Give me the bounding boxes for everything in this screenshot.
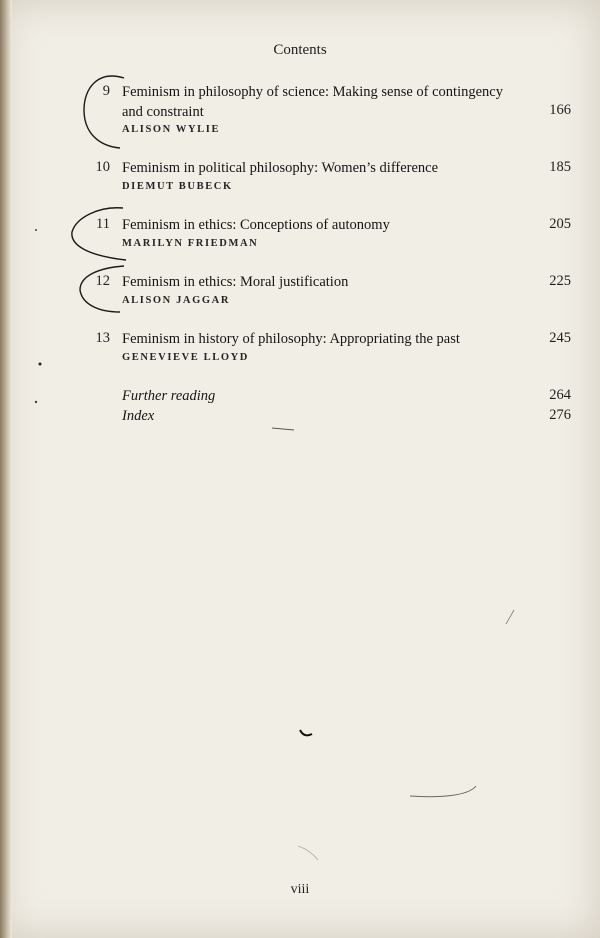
ink-dot <box>35 229 37 231</box>
page-number: 264 <box>549 387 571 403</box>
pen-bracket-mark <box>80 266 124 312</box>
pen-bracket-mark <box>72 208 126 260</box>
page-title: Contents <box>273 42 327 58</box>
pen-stray-mark <box>410 786 476 797</box>
page-number: 276 <box>549 407 571 423</box>
chapter-title: Feminism in history of philosophy: Appropriating the past <box>122 331 460 347</box>
page-folio: viii <box>290 882 310 897</box>
chapter-author: ALISON WYLIE <box>122 124 221 135</box>
chapter-title: Feminism in ethics: Moral justification <box>122 274 349 290</box>
pen-bracket-mark <box>84 76 124 148</box>
pen-stray-mark <box>272 428 294 430</box>
page-number: 245 <box>549 330 571 346</box>
pen-stray-mark <box>298 846 318 860</box>
chapter-author: MARILYN FRIEDMAN <box>122 238 259 249</box>
page-number: 225 <box>549 273 571 289</box>
chapter-author: GENEVIEVE LLOYD <box>122 352 249 363</box>
ink-dot <box>35 401 37 403</box>
pen-stray-mark <box>300 730 312 735</box>
page-number: 166 <box>549 102 571 118</box>
chapter-title: Feminism in philosophy of science: Making sense of contingency and constraint <box>122 84 503 120</box>
ink-dot <box>39 363 42 366</box>
backmatter-title: Further reading <box>122 388 216 404</box>
chapter-number: 13 <box>95 330 110 346</box>
backmatter-title: Index <box>122 408 155 424</box>
chapter-number: 12 <box>95 273 110 289</box>
chapter-title: Feminism in political philosophy: Women’s difference <box>122 160 439 176</box>
chapter-number: 9 <box>102 83 110 99</box>
chapter-title: Feminism in ethics: Conceptions of autonomy <box>122 217 390 233</box>
chapter-number: 11 <box>96 216 110 232</box>
chapter-number: 10 <box>95 159 110 175</box>
chapter-author: DIEMUT BUBECK <box>122 181 233 192</box>
page-number: 205 <box>549 216 571 232</box>
pen-stray-mark <box>506 610 514 624</box>
chapter-author: ALISON JAGGAR <box>122 295 231 306</box>
page-number: 185 <box>549 159 571 175</box>
